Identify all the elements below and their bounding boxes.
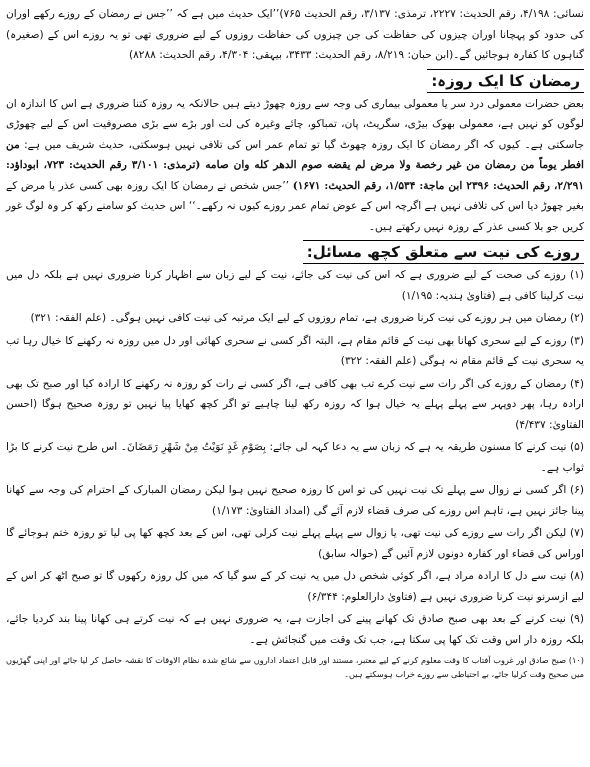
section-heading-row <box>6 66 584 94</box>
issue-item: (۵) نیت کرنے کا مسنون طریقہ یہ ہے کہ زبان سے یہ دعا کہہ لی جائے: بِصَوْمِ غَدٍ نَوَيْتُ مِنْ شَهْرِ رَمَضَانَ۔ اس طرح نیت کرنے کا بڑا ثواب ہے۔ <box>6 441 584 474</box>
issue-item: (۴) رمضان کے روزے کی اگر رات سے نیت کرے تب بھی کافی ہے، اگر کسی نے رات کو روزہ نہ رکھنے کا ارادہ کیا اور صبح تک بھی ارادہ رہا، پھر دوپہر سے پہلے پہلے یہ خیال ہوا کہ روزہ رکھ لینا چاہیے تو اگر کچھ کھایا پیا نہیں تو روزہ صحیح ہوگا (احسن الفتاویٰ: ۴/۴۳۷) <box>6 377 584 431</box>
issue-item: (۷) لیکن اگر رات سے روزے کی نیت تھی، یا زوال سے پہلے پہلے نیت کرلی تھی، اس کے بعد کچھ کھا پی لیا تو روزہ ختم ہوجائے گا اوراس کی قضاء اور کفارہ دونوں لازم آئیں گے (حوالہ سابق) <box>6 527 584 560</box>
section1-text-2: ’’جس شخص نے رمضان کا ایک روزہ بھی کسی عذر یا مرض کے بغیر چھوڑ دیا اس کی تلافی نہیں ہے اگرچہ اس کے عوض تمام عمر روزے کیوں نہ رکھے۔‘‘ اس حدیث کو سامنے رکھ کر وہ لوگ غور کریں جو بلا کسی عذر کے روزہ نہیں رکھتے ہیں۔ <box>6 179 584 233</box>
section-heading-one-fast: رمضان کا ایک روزہ: <box>427 69 584 93</box>
section1-text: بعض حضرات معمولی درد سر یا معمولی بیماری کی وجہ سے روزہ چھوڑ دیتے ہیں حالانکہ یہ روزہ کتنا ضروری ہے اس کا اندازہ ان لوگوں کو نہیں ہے، معمولی بھوک بیڑی، سگریٹ، پان، تمباکو، چائے وغیرہ کی لت اور بڑے سے بڑی مصروفیت اس کے لیے چھوڑی جاسکتی ہے۔ کیوں کہ اگر رمضان کا ایک روزہ چھوٹ گیا تو تمام عمر اس کی تلافی نہیں ہوسکتی، حدیث شریف میں ہے: <box>6 97 584 151</box>
footnote: (۱۰) صبح صادق اور غروب آفتاب کا وقت معلوم کرنے کے لیے معتبر، مستند اور قابل اعتماد اداروں سے شائع شدہ نظام الاوقات کا نقشہ حاصل کر لیا جائے اور اپنی گھڑیوں میں صحیح وقت کرلیا جائے، بے احتیاطی سے روزے خراب ہوسکتے ہیں۔ <box>6 655 584 679</box>
issue-item: (۹) نیت کرنے کے بعد بھی صبح صادق تک کھانے پینے کی اجازت ہے، یہ ضروری نہیں ہے کہ نیت کرتے ہی کھانا پینا بند کردیا جائے، بلکہ روزہ دار اس وقت تک کھا پی سکتا ہے، جب تک وقت میں گنجائش ہے۔ <box>6 613 584 646</box>
issue-item: (۳) روزے کے لیے سحری کھانا بھی نیت کے قائم مقام ہے، البتہ اگر کسی نے سحری کھائی اور دل میں روزہ نہ رکھنے کا خیال رہا تب یہ سحری نیت کے قائم مقام نہ ہوگی (علم الفقہ: ۳۲۲) <box>6 334 584 367</box>
section-heading-intention: روزے کی نیت سے متعلق کچھ مسائل: <box>303 240 584 264</box>
issue-item: (۱) روزے کی صحت کے لیے ضروری ہے کہ اس کی نیت کی جائے، نیت کے لیے زبان سے اظہار کرنا ضروری نہیں ہے بلکہ دل میں نیت کرلینا کافی ہے (فتاویٰ ہندیہ: ۱/۱۹۵) <box>6 269 584 302</box>
section1-paragraph <box>6 94 584 238</box>
issue-item: (۸) نیت سے دل کا ارادہ مراد ہے، اگر کوئی شخص دل میں یہ نیت کر کے سو گیا کہ میں کل روزہ رکھوں گا تو صبح اٹھ کر اس کے لیے ازسرنو نیت کرنا ضروری نہیں ہے (فتاویٰ دارالعلوم: ۶/۳۴۴) <box>6 570 584 603</box>
hadith-arabic-text: من افطر یوماً من رمضان من غیر رخصة ولا مرض لم یقضه صوم الدهر كله وان صامه (ترمذی: ۳/۱۰۱ رقم الحدیث: ۷۲۳، ابوداؤد: ۲/۲۹۱، رقم الحدیث: ۲۳۹۶ ابن ماجة: ۱/۵۳۴، رقم الحدیث: ۱۶۷۱) <box>6 138 585 192</box>
issue-item: (۲) رمضان میں ہر روزے کی نیت کرنا ضروری ہے، تمام روزوں کے لیے ایک مرتبہ کی نیت کافی نہیں ہوگی۔ (علم الفقہ: ۳۲۱) <box>30 312 584 324</box>
issue-item: (۶) اگر کسی نے زوال سے پہلے تک نیت نہیں کی تو اس کا روزہ صحیح نہیں ہوا لیکن رمضان المبارک کے احترام کی وجہ سے کھانا پینا جائز نہیں ہے، تاہم اس روزے کی صرف قضاء لازم آئے گی (امداد الفتاویٰ: ۱/۱۷۳) <box>6 484 584 517</box>
intro-paragraph: نسائی: ۴/۱۹۸، رقم الحدیث: ۲۲۲۷، ترمذی: ۳/۱۳۷، رقم الحدیث ۷۶۵)’’ایک حدیث میں ہے کہ ’’جس نے رمضان کے روزے رکھے اوران کی حدود کو پہچانا اوران چیزوں کی حفاظت کی جن چیزوں کی حفاظت روزوں کے لیے ضروری تھی تو یہ روزے اس کے (صغیرہ) گناہوں کا کفارہ ہوجائیں گے۔(ابن حبان: ۸/۲۱۹، رقم الحدیث: ۳۴۳۳، بیہقی: ۴/۳۰۴، رقم الحدیث: ۸۲۸۸) <box>6 8 584 61</box>
section-heading-row-2 <box>6 237 584 265</box>
